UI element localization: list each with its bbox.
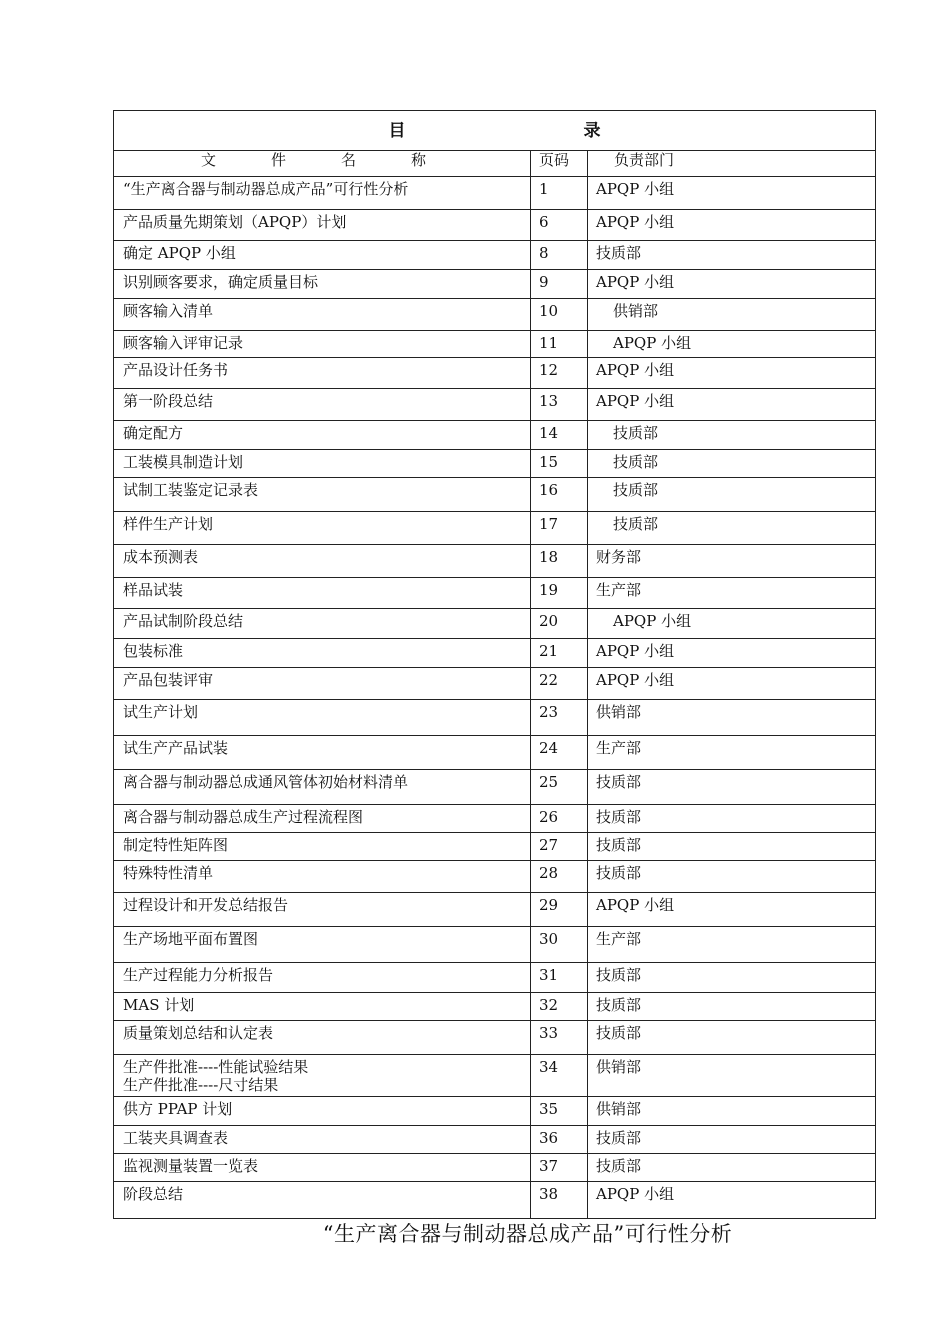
table-row: [114, 450, 876, 478]
entry-dept: 供销部: [588, 299, 876, 331]
toc-title-left: 目: [388, 120, 406, 141]
entry-dept: 技质部: [588, 450, 876, 478]
entry-name-line: 包装标准: [123, 642, 184, 660]
entry-name-line: 生产场地平面布置图: [123, 930, 259, 948]
entry-page: 21: [531, 639, 588, 668]
table-row: [114, 770, 876, 805]
entry-page: 25: [531, 770, 588, 805]
entry-page: 33: [531, 1021, 588, 1055]
entry-dept: APQP 小组: [588, 639, 876, 668]
table-row: [114, 993, 876, 1021]
entry-name: [114, 736, 531, 770]
entry-page: 9: [531, 270, 588, 299]
toc-title-row: [114, 111, 876, 151]
entry-name-line: 产品试制阶段总结: [123, 612, 244, 630]
header-name-char: 件: [271, 151, 287, 169]
entry-name-line: 产品设计任务书: [123, 361, 229, 379]
table-row: [114, 1021, 876, 1055]
entry-dept: 技质部: [588, 512, 876, 545]
table-row: [114, 700, 876, 736]
entry-page: 22: [531, 668, 588, 700]
page-caption: “生产离合器与制动器总成产品”可行性分析: [322, 1222, 733, 1246]
entry-page: 16: [531, 478, 588, 512]
entry-name-line: 离合器与制动器总成通风管体初始材料清单: [123, 773, 409, 791]
entry-dept: 供销部: [588, 700, 876, 736]
entry-dept: APQP 小组: [588, 389, 876, 421]
toc-table: [113, 110, 876, 1219]
header-name-char: 名: [341, 151, 357, 169]
entry-name-line: 识别顾客要求，确定质量目标: [123, 273, 319, 291]
table-row: [114, 639, 876, 668]
entry-page: 13: [531, 389, 588, 421]
entry-name-line: 制定特性矩阵图: [123, 836, 229, 854]
entry-name-line: 监视测量装置一览表: [123, 1157, 259, 1175]
header-dept: 负责部门: [588, 151, 876, 177]
entry-page: 28: [531, 861, 588, 893]
entry-name-line: 试生产计划: [123, 703, 199, 721]
entry-dept: APQP 小组: [588, 609, 876, 639]
header-page: 页码: [531, 151, 588, 177]
table-row: [114, 833, 876, 861]
entry-name-line: 工装模具制造计划: [123, 453, 244, 471]
entry-name-line: 产品质量先期策划（APQP）计划: [123, 213, 347, 231]
entry-page: 15: [531, 450, 588, 478]
table-row: [114, 927, 876, 963]
entry-name-line: 成本预测表: [123, 548, 199, 566]
entry-page: 37: [531, 1154, 588, 1182]
entry-name: [114, 700, 531, 736]
entry-name: [114, 893, 531, 927]
entry-page: 6: [531, 210, 588, 241]
entry-page: 14: [531, 421, 588, 450]
entry-name-line: 生产件批准----性能试验结果: [123, 1058, 309, 1076]
entry-name: [114, 241, 531, 270]
entry-page: 19: [531, 578, 588, 609]
entry-page: 24: [531, 736, 588, 770]
table-row: [114, 578, 876, 609]
entry-name-line: 供方 PPAP 计划: [123, 1100, 233, 1118]
table-row: [114, 545, 876, 578]
entry-name-line: MAS 计划: [123, 996, 195, 1014]
table-row: [114, 210, 876, 241]
entry-name: [114, 805, 531, 833]
entry-name: [114, 1154, 531, 1182]
entry-name: [114, 578, 531, 609]
entry-name: [114, 450, 531, 478]
entry-dept: 技质部: [588, 805, 876, 833]
table-row: [114, 358, 876, 389]
entry-name: [114, 478, 531, 512]
entry-dept: 技质部: [588, 963, 876, 993]
entry-name-line: 第一阶段总结: [123, 392, 214, 410]
table-row: [114, 963, 876, 993]
table-row: [114, 389, 876, 421]
entry-page: 8: [531, 241, 588, 270]
entry-name-line: 顾客输入评审记录: [123, 334, 244, 352]
entry-name-line: 样品试装: [123, 581, 184, 599]
entry-dept: APQP 小组: [588, 177, 876, 210]
entry-name-line: 确定 APQP 小组: [123, 244, 236, 262]
entry-dept: 技质部: [588, 861, 876, 893]
entry-name-line: 生产过程能力分析报告: [123, 966, 274, 984]
entry-name: [114, 421, 531, 450]
table-row: [114, 331, 876, 358]
entry-name-line: 确定配方: [123, 424, 184, 442]
entry-name: [114, 389, 531, 421]
header-name: [114, 151, 531, 177]
entry-page: 31: [531, 963, 588, 993]
entry-name-line: 试制工装鉴定记录表: [123, 481, 259, 499]
table-row: [114, 736, 876, 770]
entry-name-line: 过程设计和开发总结报告: [123, 896, 289, 914]
entry-name: [114, 668, 531, 700]
entry-name: [114, 270, 531, 299]
entry-name-line: 产品包装评审: [123, 671, 214, 689]
entry-name: [114, 993, 531, 1021]
entry-page: 18: [531, 545, 588, 578]
entry-name-line: 试生产产品试装: [123, 739, 229, 757]
entry-name: [114, 1021, 531, 1055]
entry-dept: 技质部: [588, 478, 876, 512]
entry-dept: 技质部: [588, 241, 876, 270]
entry-page: 12: [531, 358, 588, 389]
entry-dept: 生产部: [588, 927, 876, 963]
table-row: [114, 609, 876, 639]
entry-name: [114, 358, 531, 389]
table-row: [114, 668, 876, 700]
entry-name: [114, 299, 531, 331]
entry-dept: 生产部: [588, 578, 876, 609]
table-row: [114, 1055, 876, 1097]
entry-name-line: 离合器与制动器总成生产过程流程图: [123, 808, 364, 826]
entry-dept: APQP 小组: [588, 358, 876, 389]
entry-name: [114, 1055, 531, 1097]
entry-page: 34: [531, 1055, 588, 1097]
entry-name: [114, 963, 531, 993]
entry-dept: 技质部: [588, 770, 876, 805]
entry-name: [114, 861, 531, 893]
entry-name: [114, 331, 531, 358]
table-row: [114, 1182, 876, 1219]
table-row: [114, 177, 876, 210]
entry-dept: 技质部: [588, 1126, 876, 1154]
entry-page: 17: [531, 512, 588, 545]
entry-page: 29: [531, 893, 588, 927]
toc-title-right: 录: [583, 120, 601, 141]
entry-page: 11: [531, 331, 588, 358]
entry-name: [114, 1182, 531, 1219]
entry-name-line: 特殊特性清单: [123, 864, 214, 882]
entry-name-line: 工装夹具调查表: [123, 1129, 229, 1147]
entry-page: 38: [531, 1182, 588, 1219]
entry-dept: 技质部: [588, 1021, 876, 1055]
table-row: [114, 1154, 876, 1182]
entry-name-line: 质量策划总结和认定表: [123, 1024, 274, 1042]
entry-name: [114, 639, 531, 668]
header-name-char: 文: [201, 151, 217, 169]
entry-page: 27: [531, 833, 588, 861]
entry-page: 32: [531, 993, 588, 1021]
entry-page: 10: [531, 299, 588, 331]
entry-name: [114, 210, 531, 241]
entry-name: [114, 545, 531, 578]
entry-name: [114, 512, 531, 545]
entry-name-line: 阶段总结: [123, 1185, 184, 1203]
entry-dept: 技质部: [588, 421, 876, 450]
entry-name: [114, 770, 531, 805]
table-row: [114, 805, 876, 833]
table-row: [114, 270, 876, 299]
table-row: [114, 478, 876, 512]
entry-page: 1: [531, 177, 588, 210]
entry-name: [114, 1097, 531, 1126]
entry-name: [114, 927, 531, 963]
entry-page: 30: [531, 927, 588, 963]
table-row: [114, 299, 876, 331]
entry-name-line: 生产件批准----尺寸结果: [123, 1076, 279, 1094]
entry-page: 23: [531, 700, 588, 736]
entry-name-line: 样件生产计划: [123, 515, 214, 533]
table-row: [114, 512, 876, 545]
entry-name: [114, 609, 531, 639]
entry-name: [114, 833, 531, 861]
entry-name: [114, 1126, 531, 1154]
entry-dept: 供销部: [588, 1097, 876, 1126]
entry-page: 20: [531, 609, 588, 639]
table-row: [114, 1126, 876, 1154]
entry-dept: APQP 小组: [588, 668, 876, 700]
entry-dept: 供销部: [588, 1055, 876, 1097]
table-row: [114, 861, 876, 893]
entry-page: 35: [531, 1097, 588, 1126]
entry-dept: APQP 小组: [588, 270, 876, 299]
toc-header-row: [114, 151, 876, 177]
entry-name-line: “生产离合器与制动器总成产品”可行性分析: [123, 180, 409, 198]
entry-dept: APQP 小组: [588, 1182, 876, 1219]
entry-page: 26: [531, 805, 588, 833]
table-row: [114, 1097, 876, 1126]
entry-dept: 技质部: [588, 993, 876, 1021]
entry-dept: APQP 小组: [588, 210, 876, 241]
entry-dept: APQP 小组: [588, 893, 876, 927]
toc-title: [114, 111, 876, 151]
header-name-char: 称: [411, 151, 427, 169]
table-row: [114, 893, 876, 927]
entry-dept: 生产部: [588, 736, 876, 770]
entry-dept: APQP 小组: [588, 331, 876, 358]
table-row: [114, 241, 876, 270]
table-row: [114, 421, 876, 450]
entry-dept: 技质部: [588, 833, 876, 861]
entry-dept: 技质部: [588, 1154, 876, 1182]
entry-name-line: 顾客输入清单: [123, 302, 214, 320]
entry-dept: 财务部: [588, 545, 876, 578]
entry-page: 36: [531, 1126, 588, 1154]
entry-name: [114, 177, 531, 210]
